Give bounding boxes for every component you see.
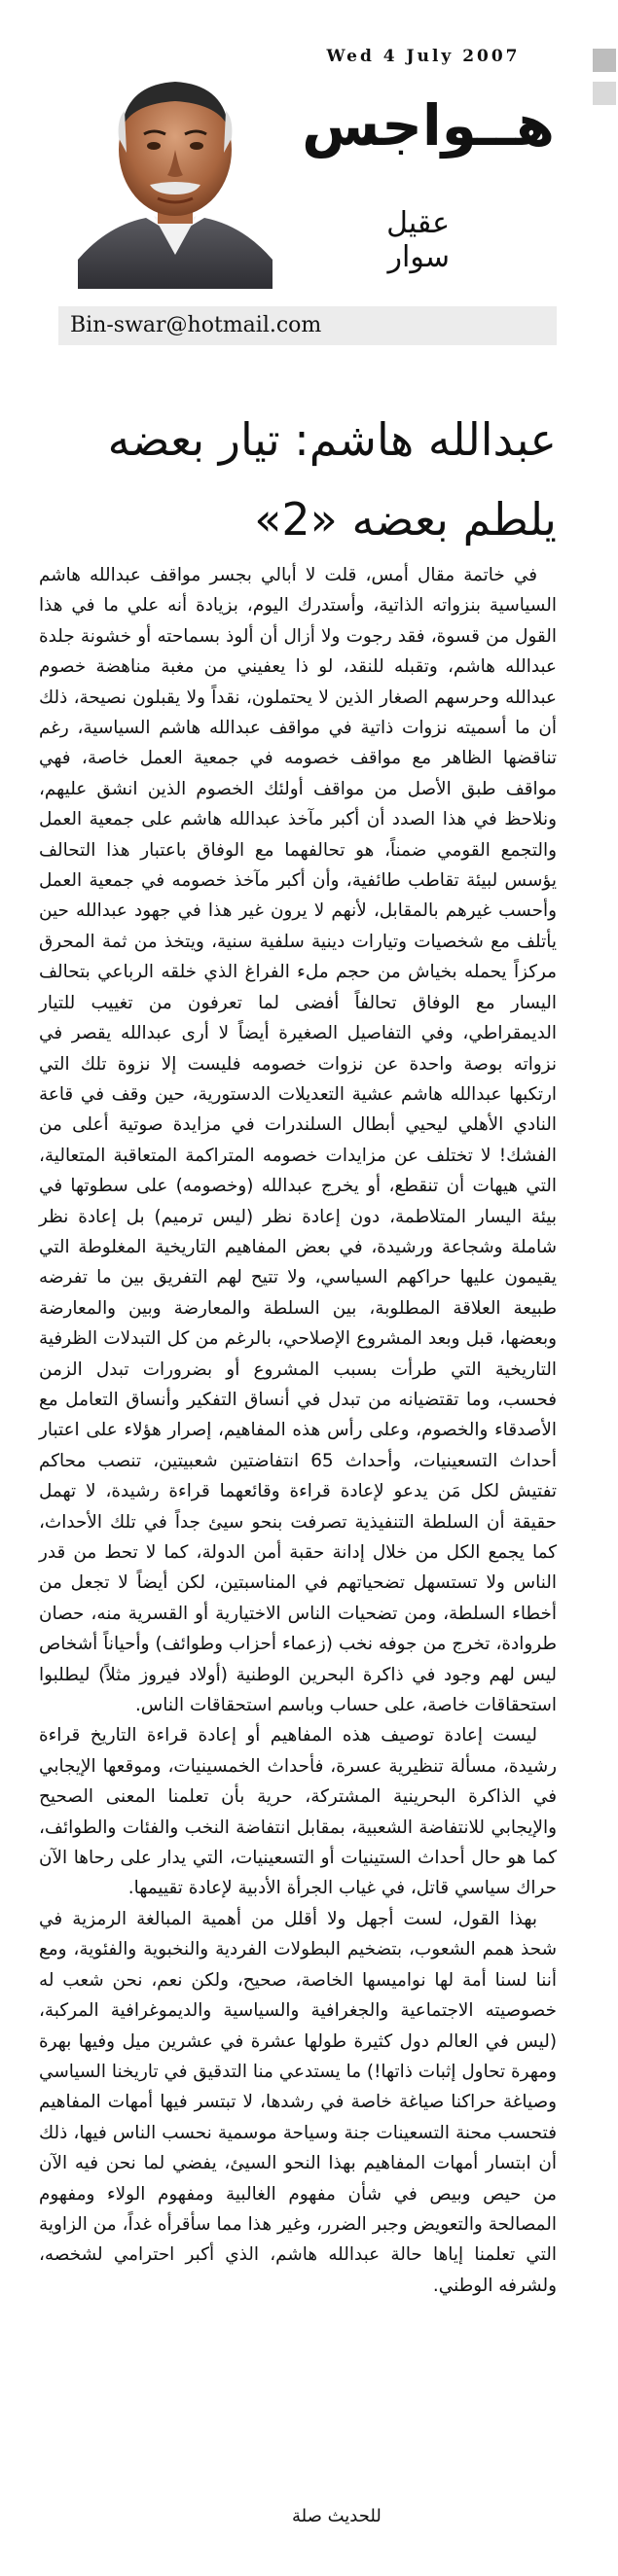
article-paragraph: في خاتمة مقال أمس، قلت لا أبالي بجسر مواقف عبدالله هاشم السياسية بنزواته الذاتية، وأستدرك اليوم، بزيادة أنه علي ما في هذا القول من قسوة، فقد رجوت ولا أزال أن ألوذ بسماحته أو خشونة جلدة عبدالله هاشم، وتقبله للنقد، لو ذا يعفيني من مغبة مناهضة خصوم عبدالله وحرسهم الصغار الذين لا يحتملون، نقداً ولا يقبلون نصيحة، ذلك أن ما أسميته نزوات ذاتية في مواقف عبدالله هاشم السياسية، رغم تناقضها الظاهر مع مواقف خصومه في جمعية العمل خاصة، فهي مواقف طبق الأصل من مواقف أولئك الخصوم الذين انشق عليهم، ونلاحظ في هذا الصدد أن أكبر مآخذ عبدالله هاشم على جمعية العمل والتجمع القومي ضمناً، هو تحالفهما مع الوفاق باعتبار هذا التحالف يؤسس لبيئة تقاطب طائفية، وأن أكبر مآخذ خصومه في جمعية العمل وأحسب غيرهم بالمقابل، لأنهم لا يرون غير هذا في جهود عبدالله حين يأتلف مع شخصيات وتيارات دينية سلفية سنية، ويتخذ من ثمة المحرق مركزاً يحمله بخياش من حجم ملء الفراغ الذي خلقه الرباعي بتحالف اليسار مع الوفاق تحالفاً أفضى لما تعرفون من تغييب للتيار الديمقراطي، وفي التفاصيل الصغيرة أيضاً لا أرى عبدالله يقصر في نزواته بوصة واحدة عن نزوات خصومه فليست إلا نزوة تلك التي ارتكبها عبدالله هاشم عشية التعديلات الدستورية، حين وقف في قاعة النادي الأهلي ليحيي أبطال السلندرات في مزايدة صوتية أعلى من الفشك! لا تختلف عن مزايدات خصومه المتراكمة المتعاقبة المتعالية، التي هيهات أن تنقطع، أو يخرج عبدالله (وخصومه) على سطوتها في بيئة اليسار المتلاطمة، دون إعادة نظر (ليس ترميم) بل إعادة نظر شاملة وشجاعة ورشيدة، في بعض المفاهيم التاريخية المغلوطة التي يقيمون عليها حراكهم السياسي، ولا تتيح لهم التفريق بين ما تفرضه طبيعة العلاقة المطلوبة، بين السلطة والمعارضة وبين والمعارضة وبعضها، قبل وبعد المشروع الإصلاحي، بالرغم من كل التبدلات الظرفية التاريخية التي طرأت بسبب المشروع أو بضرورات تبدل الزمن فحسب، وما تقتضيانه من تبدل في أنساق التفكير وأنساق التعامل مع الأصدقاء والخصوم، وعلى رأس هذه المفاهيم، إصرار هؤلاء على اعتبار أحداث التسعينيات، وأحداث 65 انتفاضتين شعبيتين، تنصب محاكم تفتيش لكل مَن يدعو لإعادة قراءة وقائعهما قراءة رشيدة، لا تهمل حقيقة أن السلطة التنفيذية تصرفت بنحو سيئ جداً في تلك الأحداث، كما يجمع الكل من خلال إدانة حقبة أمن الدولة، كما لا تحط من قدر الناس ولا تستسهل تضحياتهم في المناسبتين، لكن أيضاً لا تجعل من أخطاء السلطة، ومن تضحيات الناس الاختيارية أو القسرية منه، حصان طروادة، تخرج من جوفه نخب (زعماء أحزاب وطوائف) وأحياناً أشخاص ليس لهم وجود في ذاكرة البحرين الوطنية (أولاد فيروز مثلاً) ليطلبوا استحقاقات خاصة، على حساب وباسم استحقاقات الناس. [39, 565, 557, 1716]
article-body [39, 560, 557, 2301]
article-paragraph: ليست إعادة توصيف هذه المفاهيم أو إعادة قراءة التاريخ قراءة رشيدة، مسألة تنظيرية عسرة، فأحداث الخمسينيات، وموقعها الإيجابي في الذاكرة البحرينية المشتركة، حرية بأن تعلمنا المعنى الصحيح والإيجابي للانتفاضة الشعبية، بمقابل انتفاضة النخب والفئات والطوائف، كما هو حال أحداث الستينيات أو التسعينيات، التي يدار على رحاها الآن حراك سياسي قاتل، في غياب الجرأة الأدبية لإعادة تقييمها. [39, 1725, 557, 1899]
scroll-up-button[interactable] [593, 49, 616, 72]
author-photo [78, 60, 273, 289]
author-portrait-icon [78, 60, 273, 289]
article-paragraph: بهذا القول، لست أجهل ولا أقلل من أهمية المبالغة الرمزية في شحذ همم الشعوب، بتضخيم البطولات الفردية والنخبوية والفئوية، ومع أننا لسنا أمة لها نواميسها الخاصة، صحيح، ولكن نعم، نحن شعب له خصوصيته الاجتماعية والجغرافية والسياسية والديموغرافية المركبة، (ليس في العالم دول كثيرة طولها عشرة في عشرين ميل وفيها بهرة ومهرة تحاول إثبات ذاتها!) ما يستدعي منا التدقيق في تاريخنا السياسي وصياغة حراكنا صياغة خاصة في رشدها، لا تبتسر فيها أمهات المفاهيم فتحسب محنة التسعينات جنة وسياحة موسمية نحسب الناس فيها، ذلك أن ابتسار أمهات المفاهيم بهذا النحو السيئ، يفضي لما نحن فيه الآن من حيص وبيص في شأن مفهوم الغالبية ومفهوم الولاء ومفهوم المصالحة والتعويض وجبر الضرر، وغير هذا مما سأقرأه غداً، من الزاوية التي تعلمنا إياها حالة عبدالله هاشم، الذي أكبر احترامي لشخصه، ولشرفه الوطني. [39, 1908, 557, 2296]
scrollbar[interactable] [589, 0, 618, 2576]
author-name: عقيل سوار [386, 206, 450, 274]
author-email[interactable]: Bin-swar@hotmail.com [58, 306, 557, 345]
publication-date: Wed 4 July 2007 [326, 47, 521, 66]
column-title: هــواجس [302, 92, 555, 159]
continuation-note: للحديث صلة [292, 2506, 382, 2526]
scroll-thumb[interactable] [593, 82, 616, 105]
article-headline: عبدالله هاشم: تيار بعضه يلطم بعضه «2» [107, 412, 557, 546]
